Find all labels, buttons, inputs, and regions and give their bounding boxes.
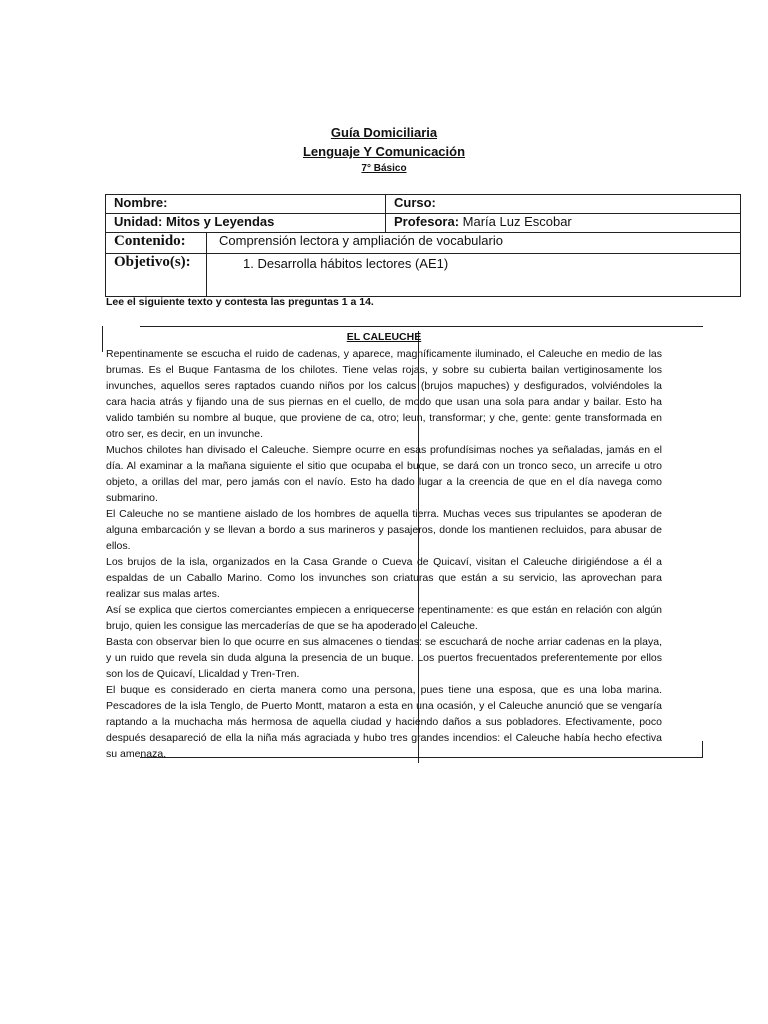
instruction-text: Lee el siguiente texto y contesta las preguntas 1 a 14. [106, 296, 374, 308]
unidad-value: Mitos y Leyendas [166, 214, 275, 229]
objetivo-value: 1. Desarrolla hábitos lectores (AE1) [243, 256, 449, 271]
unidad-label: Unidad: [114, 214, 163, 229]
document-grade: 7° Básico [361, 163, 407, 174]
story-paragraph: Repentinamente se escucha el ruido de cadenas, y aparece, magníficamente iluminado, el Caleuche en medio de las brumas. Es el Buque Fantasma de los chilotes. Tiene velas rojas, y sobre su cubierta bailan vertiginosamente los invunches, aquellos seres raptados cuando niños por los calcus (brujos mapuches) y desfigurados, volviéndoles la cara hacia atrás y fijando una de sus piernas en el cuello, de modo que usan una sola para andar y bailar. Esto ha valido también su nombre al buque, que proviene de ca, otro; leun, transformar; y che, gente: gente transformada en otro ser, es decir, en un invunche. [106, 348, 662, 440]
document-title: Guía Domiciliaria [330, 125, 438, 140]
story-frame-top [140, 326, 703, 327]
document-subject: Lenguaje Y Comunicación [302, 144, 466, 159]
contenido-label: Contenido: [106, 233, 207, 253]
contenido-row [106, 233, 741, 254]
story-paragraph: Así se explica que ciertos comerciantes empiecen a enriquecerse repentinamente: es que están en relación con algún brujo, quien les consigue las mercaderías de que se ha apoderado el Caleuche. [106, 604, 662, 632]
story-frame-right [702, 741, 703, 757]
story-paragraph: El buque es considerado en cierta manera como una persona, pues tiene una esposa, que es una loba marina. Pescadores de la isla Tenglo, de Puerto Montt, mataron a esta en una ocasión, y el Caleuche anunció que se vengaría raptando a la muchacha más hermosa de aquella ciudad y haciendo daños a sus pobladores. Efectivamente, poco después desapareció de ella la niña más agraciada y hubo tres grandes incendios: el Caleuche había hecho efectiva su amenaza. [106, 684, 662, 760]
curso-cell[interactable] [386, 195, 741, 214]
nombre-label: Nombre: [114, 195, 168, 210]
objetivo-label: Objetivo(s): [106, 254, 207, 296]
story-paragraph: El Caleuche no se mantiene aislado de los hombres de aquella tierra. Muchas veces sus tripulantes se apoderan de alguna embarcación y se llevan a bordo a sus marineros y pasajeros, donde los mantienen recluidos, para abusar de ellos. [106, 508, 662, 552]
profesora-label: Profesora: [394, 214, 460, 229]
story-body [106, 346, 662, 762]
story-paragraph: Basta con observar bien lo que ocurre en sus almacenes o tiendas: se escuchará de noche arriar cadenas en la playa, y un ruido que revela sin duda alguna la presencia de un buque. Los puertos frecuentados preferentemente por ellos son los de Quicaví, Llicaldad y Tren-Tren. [106, 636, 662, 680]
story-paragraph: Los brujos de la isla, organizados en la Casa Grande o Cueva de Quicaví, visitan el Caleuche dirigiéndose a él a espaldas de un Caballo Marino. Como los invunches son criaturas que están a su servicio, las aprovechan para realizar sus malas artes. [106, 556, 662, 600]
profesora-value: María Luz Escobar [462, 214, 572, 229]
contenido-value: Comprensión lectora y ampliación de vocabulario [219, 233, 503, 248]
story-title: EL CALEUCHE [346, 331, 422, 343]
curso-label: Curso: [394, 195, 436, 210]
profesora-cell [386, 214, 741, 233]
nombre-cell[interactable] [106, 195, 386, 214]
objetivo-row [106, 254, 741, 297]
story-paragraph: Muchos chilotes han divisado el Caleuche. Siempre ocurre en esas profundísimas noches ya señaladas, jamás en el día. Al examinar a la mañana siguiente el sitio que ocupaba el buque, se dará con un tronco seco, un arrecife u otro objeto, a orillas del mar, pero jamás con el navío. Esto ha dado lugar a la creencia de que en el día navega como submarino. [106, 444, 662, 504]
student-info-table [105, 194, 741, 297]
unidad-cell [106, 214, 386, 233]
